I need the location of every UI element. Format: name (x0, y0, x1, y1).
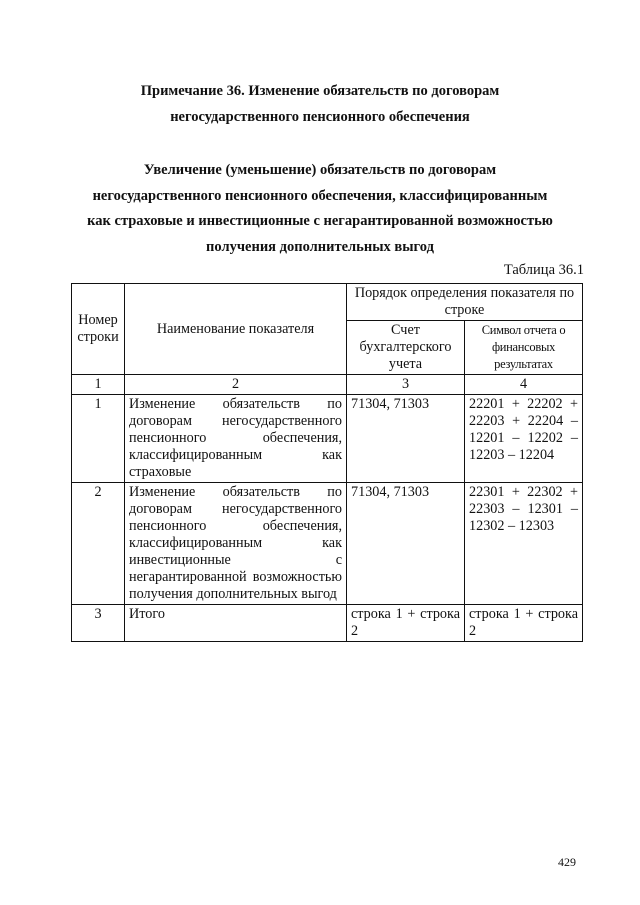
column-number: 2 (125, 375, 347, 395)
table-row (72, 483, 583, 605)
row-account: 71304, 71303 (347, 395, 465, 483)
header-symbol: Символ отчета о финансовых результатах (465, 321, 583, 375)
column-number: 1 (72, 375, 125, 395)
row-number: 1 (72, 395, 125, 483)
row-account: 71304, 71303 (347, 483, 465, 605)
header-line-number: Номер строки (72, 284, 125, 375)
column-number: 4 (465, 375, 583, 395)
obligations-table (71, 283, 583, 642)
row-symbol: 22301 + 22302 + 22303 – 12301 – 12302 – 12303 (465, 483, 583, 605)
row-symbol: 22201 + 22202 + 22203 + 22204 – 12201 – 12202 – 12203 – 12204 (465, 395, 583, 483)
subtitle-line: негосударственного пенсионного обеспечения, классифицированным (92, 187, 548, 204)
note-title-line: Примечание 36. Изменение обязательств по договорам (140, 83, 500, 99)
note-title-line: негосударственного пенсионного обеспечения (170, 109, 470, 125)
table-row (72, 605, 583, 642)
header-determination-order: Порядок определения показателя по строке (347, 284, 583, 321)
row-name: Изменение обязательств по договорам негосударственного пенсионного обеспечения, классифицированным как инвестиционные с негарантированной возможностью получения дополнительных выгод (125, 483, 347, 605)
table-label: Таблица 36.1 (503, 262, 584, 278)
row-number: 2 (72, 483, 125, 605)
note-title (40, 78, 600, 130)
subtitle-line: получения дополнительных выгод (206, 238, 434, 255)
row-symbol: строка 1 + строка 2 (465, 605, 583, 642)
column-number-row (72, 375, 583, 395)
section-subtitle (40, 158, 600, 260)
header-account: Счет бухгалтерского учета (347, 321, 465, 375)
header-indicator-name: Наименование показателя (125, 284, 347, 375)
subtitle-line: Увеличение (уменьшение) обязательств по договорам (143, 162, 497, 178)
page-number: 429 (558, 855, 576, 869)
column-number: 3 (347, 375, 465, 395)
row-name: Итого (125, 605, 347, 642)
row-name: Изменение обязательств по договорам негосударственного пенсионного обеспечения, классифицированным как страховые (125, 395, 347, 483)
subtitle-line: как страховые и инвестиционные с негарантированной возможностью (87, 213, 553, 229)
table-row (72, 395, 583, 483)
table-header-row (72, 284, 583, 321)
row-number: 3 (72, 605, 125, 642)
row-account: строка 1 + строка 2 (347, 605, 465, 642)
